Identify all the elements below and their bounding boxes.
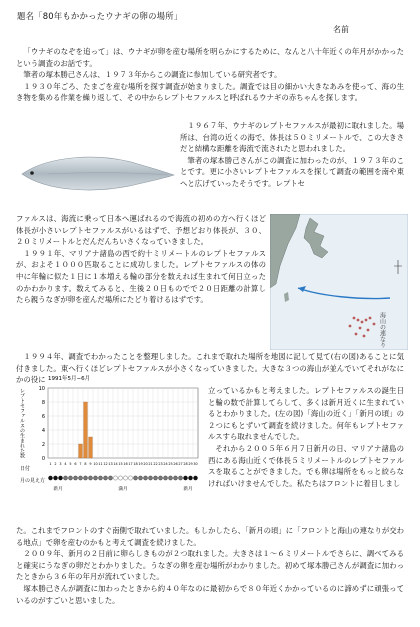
chart-ytick-label: 0	[41, 455, 45, 462]
moon-phase-label: 満月	[118, 487, 128, 492]
moon-phase-icon	[123, 476, 127, 480]
chart-xtick-label: 29	[188, 462, 193, 466]
moon-phase-icon	[83, 476, 87, 480]
chart-title: 1991年5月−6月	[48, 376, 91, 382]
chart-xtick-label: 21	[148, 462, 153, 466]
eel-larva-illustration	[18, 142, 176, 206]
chart-ytick-label: 4	[41, 427, 45, 434]
moon-phase-icon	[193, 476, 197, 480]
chart-xtick-label: 15	[118, 462, 123, 466]
paragraph-text: １９３０年ごろ、たまごを産む場所を探す調査が始まりました。調査では目の細かい大きなあみを使って、海の生き物を集める作業を繰り返して、その中からレプトセファルスと呼ばれるウナギの赤ちゃんを探します。	[16, 81, 404, 103]
chart-xtick-label: 26	[173, 462, 178, 466]
eel-body	[22, 157, 174, 190]
chart-xtick-label: 13	[108, 462, 113, 466]
chart-xtick-label: 6	[74, 462, 77, 466]
chart-xtick-label: 17	[128, 462, 133, 466]
page-title: 題名「80年もかかったウナギの卵の場所」	[17, 11, 183, 21]
chart-xtick-label: 27	[178, 462, 183, 466]
chart-xtick-label: 2	[54, 462, 57, 466]
chart-xlabel: 日付	[20, 466, 31, 472]
chart-xtick-label: 16	[123, 462, 128, 466]
moon-phase-icon	[113, 476, 117, 480]
chart-moon-label: 月の見え方	[20, 478, 46, 484]
moon-phase-icon	[93, 476, 97, 480]
moon-phase-icon	[138, 476, 142, 480]
chart-ytick-label: 10	[38, 385, 45, 392]
chart-bar	[79, 444, 83, 458]
paragraph-4-right	[180, 120, 404, 190]
chart-xtick-label: 12	[103, 462, 108, 466]
moon-phase-icon	[188, 476, 192, 480]
paragraph-6-right	[208, 385, 404, 489]
chart-bar	[84, 402, 88, 458]
chart-xtick-label: 20	[143, 462, 148, 466]
chart-ytick-label: 8	[41, 399, 45, 406]
chart-xtick-label: 14	[113, 462, 118, 466]
paragraph-text: ファルスは、海流に乗って日本へ運ばれるので海流の初めの方へ行くほど体長が小さいレプトセファルスがいるはずで、予想どおり体長が、３０、２０ミリメートルとだんだんちいさくなっていきました。	[16, 214, 266, 247]
chart-ytick-label: 6	[41, 413, 45, 420]
paragraph-text: １９９１年、マリアナ諸島の西で約十ミリメートルのレプトセファルスが、およそ１０００匹取ることに成功しました。レプトセファルスの体の中に年輪に似た１日に１本増える輪の部分を数えれば生まれて何日立ったのかわかります。数えてみると、生後２０日ものでで２０日距離の計算したら親うなぎが卵を産んだ場所にたどり着けるはずです。	[16, 248, 266, 305]
chart-xtick-label: 4	[64, 462, 67, 466]
moon-phase-icon	[98, 476, 102, 480]
moon-phase-icon	[173, 476, 177, 480]
paragraph-1	[16, 46, 404, 104]
moon-phase-icon	[53, 476, 57, 480]
moon-phase-icon	[183, 476, 187, 480]
moon-phase-icon	[168, 476, 172, 480]
chart-xtick-label: 10	[93, 462, 98, 466]
chart-bar	[89, 437, 93, 458]
chart-xtick-label: 9	[89, 462, 92, 466]
moon-phase-icon	[118, 476, 122, 480]
paragraph-text: た。これまでフロントのすぐ南側で取れていました。もしかしたら、「新月の頃」に「フロントと海山の連なりが交わる地点」で卵を産むのかもと考えて調査を続けました。	[16, 526, 405, 547]
chart-xtick-label: 5	[69, 462, 72, 466]
moon-phase-label: 新月	[183, 487, 193, 492]
paragraph-text: １９９４年、調査でわかったことを整理しました。これまで取れた場所を地図に記して見て(右の図)あることに気付きました。東へ行くほどレプトセファルスが小さくなっていきました。大きな３つの海山が並んでいてそれがなにかの役に	[16, 352, 404, 385]
paragraph-text: 筆者の塚本勝己さんがこの調査に加わったのが、１９７３年のことです。更に小さいレプトセファルスを探して調査の範囲を南や東へと広げていったそうです。レプトセ	[180, 155, 404, 188]
chart-xtick-label: 1	[49, 462, 52, 466]
map-legend-label: 海山の連なり	[378, 312, 386, 348]
moon-phase-icon	[153, 476, 157, 480]
moon-phase-icon	[68, 476, 72, 480]
paragraph-7	[16, 525, 404, 606]
chart-xtick-label: 11	[98, 462, 103, 466]
chart-xtick-label: 25	[168, 462, 173, 466]
paragraph-text: それから２００５年６月７日新月の日、マリアナ諸島の西にある海山近くで体長５ミリメートルのレプトセファルスを取ることができました。でも卵は場所をもっと絞らなければいけませんでした。私たちはフロントに着目しまし	[208, 443, 404, 488]
paragraph-text: 塚本勝己さんが調査に加わったときから約４０年なのに最初からで８０年近くかかっているのに諦めずに頑張っているのがすごいと思いました。	[16, 583, 404, 605]
paragraph-text: 立っているかもと考えました。レプトセファルスの誕生日と輪の数で計算してらして、多くは新月近くに生まれているとわかりました。(左の図)「海山の近く」「新月の頃」の２つにもとずいて調査を続けました。何年もレプトセファルスすら取れませんでした。	[208, 386, 404, 442]
moon-phase-icon	[148, 476, 152, 480]
moon-phase-icon	[78, 476, 82, 480]
eel-eye	[30, 171, 34, 175]
chart-xtick-label: 30	[193, 462, 198, 466]
moon-phase-icon	[88, 476, 92, 480]
moon-phase-icon	[133, 476, 137, 480]
chart-ytick-label: 2	[41, 441, 45, 448]
chart-xtick-label: 7	[79, 462, 82, 466]
moon-phase-icon	[48, 476, 52, 480]
name-label: 名前	[333, 25, 349, 34]
moon-phase-icon	[73, 476, 77, 480]
moon-phase-icon	[108, 476, 112, 480]
chart-xtick-label: 8	[84, 462, 87, 466]
paragraph-text: １９６７年、ウナギのレプトセファルスが最初に取れました。場所は、台湾の近くの海で、体長は５０ミリメートルで、この大きさだと結構な距離を海流で流されたと思われました。	[180, 121, 404, 154]
chart-xtick-label: 18	[133, 462, 138, 466]
paragraph-text: 「ウナギのなぞを追って」は、ウナギが卵を産む場所を明らかにするために、なんと八十年近くの年月がかかったという調査のお話です。	[16, 47, 404, 68]
paragraph-text: 筆者の塚本勝己さんは、１９７３年からこの調査に参加している研究者です。	[23, 70, 282, 80]
paragraph-4-left	[16, 213, 266, 306]
moon-phase-icon	[143, 476, 147, 480]
moon-phase-icon	[163, 476, 167, 480]
moon-phase-label: 新月	[53, 487, 63, 492]
moon-phase-icon	[63, 476, 67, 480]
chart-xtick-label: 28	[183, 462, 188, 466]
chart-xtick-label: 3	[59, 462, 62, 466]
chart-xtick-label: 19	[138, 462, 143, 466]
birth-count-chart	[18, 372, 204, 504]
chart-xtick-label: 24	[163, 462, 168, 466]
moon-phase-icon	[58, 476, 62, 480]
paragraph-text: ２００９年、新月の２日前に卵らしきものが２つ取れました。大きさは１～６ミリメートルでさらに、調べてみると確実にうなぎの卵だとわかりました。うなぎの卵を産む場所がわかりました。初めて塚本勝己さんが調査に加わったときから３６年の年月が流れていました。	[16, 549, 404, 582]
moon-phase-icon	[103, 476, 107, 480]
moon-phase-icon	[128, 476, 132, 480]
moon-phase-icon	[178, 476, 182, 480]
chart-xtick-label: 22	[153, 462, 158, 466]
ocean-map	[270, 214, 408, 350]
chart-ylabel: レプトセファルスの生まれた数	[19, 388, 25, 458]
chart-xtick-label: 23	[158, 462, 163, 466]
moon-phase-icon	[158, 476, 162, 480]
